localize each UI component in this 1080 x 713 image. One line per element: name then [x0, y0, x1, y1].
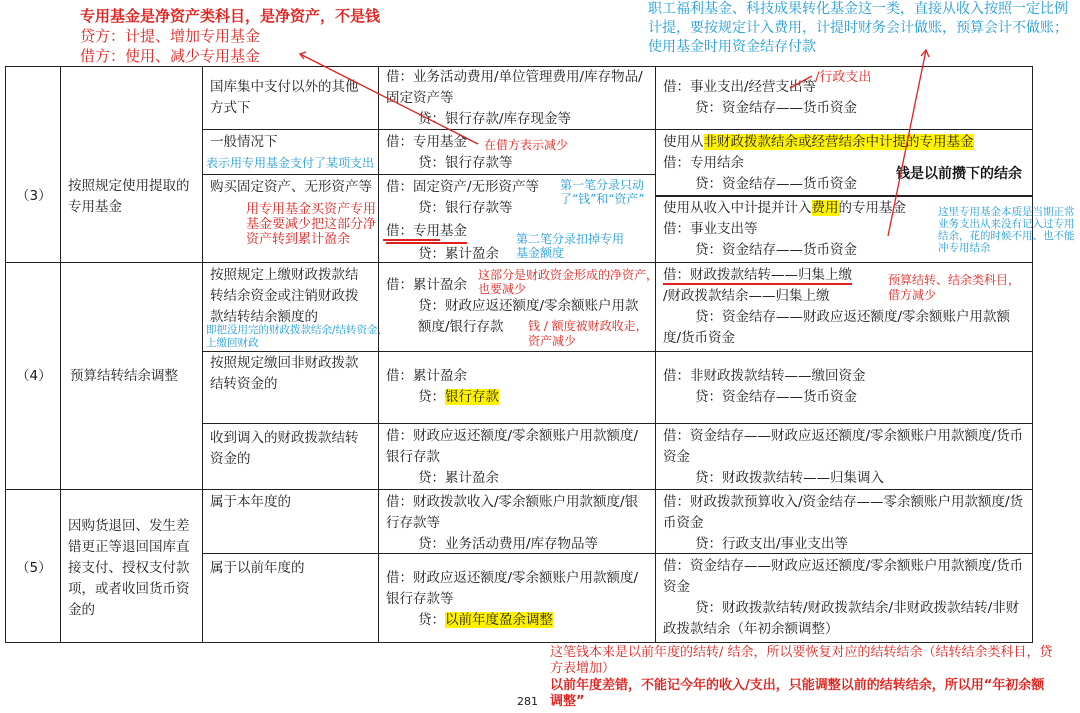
r3-bud2c: 贷：资金结存——货币资金 [695, 242, 857, 258]
r4-bud3 [663, 426, 1028, 489]
r3-bud2b: 借：事业支出等 [663, 221, 758, 237]
r3-fin2d: 贷：累计盈余 [418, 246, 499, 262]
r4-fin3b: 贷：累计盈余 [418, 470, 499, 486]
r3-fin2b: 贷：银行存款等 [418, 200, 513, 216]
ann-money-taken: 钱 / 额度被财政收走，资产减少 [528, 319, 648, 348]
r5-cond2: 属于以前年度的 [210, 560, 305, 576]
r3-bud1c: 贷：资金结存——货币资金 [695, 176, 857, 192]
r4-fin2 [386, 366, 648, 408]
r5-bud1a: 借：财政拨款预算收入/资金结存——零余额账户用款额度/货币资金 [663, 494, 1024, 531]
r3-bud2a-post: 的专用基金 [838, 200, 906, 216]
r4-bud1a: 借：财政拨款结转——归集上缴 [663, 267, 852, 283]
r3-fin2c: 借：专用基金 [386, 221, 467, 244]
note-title: 专用基金是净资产类科目，是净资产，不是钱 [80, 7, 381, 25]
r0-condition: 国库集中支付以外的其他方式下 [210, 79, 359, 116]
r4-bud3a: 借：资金结存——财政应返还额度/零余额账户用款额度/货币资金 [663, 428, 1024, 465]
r4-bud1c: 贷：资金结存——财政应返还额度/零余额账户用款额度/货币资金 [663, 309, 1011, 346]
ann-debit-reduce: 在借方表示减少 [484, 138, 569, 152]
r3-bud2a-pre: 使用从收入中计提并计入 [663, 200, 812, 216]
ann-first-entry: 第一笔分录只动了“钱”和“资产” [560, 178, 645, 206]
ann-unused-fund: 即把没用完的财政拨款结余/结转资金，上缴回财政 [206, 324, 389, 349]
r5-bud1b: 贷：行政支出/事业支出等 [695, 536, 849, 552]
r4-bud2 [663, 366, 1028, 408]
bottom-note-2: 以前年度差错，不能记今年的收入/支出，只能调整以前的结转结余，所以用“年初余额调整” [550, 678, 1045, 709]
r5-fin1 [386, 492, 648, 555]
r4-bud2b: 贷：资金结存——货币资金 [695, 389, 857, 405]
r5-fin2b-prefix: 贷： [418, 612, 445, 628]
r4-fin1b: 贷：财政应返还额度/零余额账户用款额度/银行存款 [418, 298, 639, 335]
r5-bud2b: 贷：财政拨款结转/财政拨款结余/非财政拨款结转/非财政拨款结余（年初余额调整） [663, 600, 1020, 637]
r5-number: （5） [16, 560, 52, 576]
r0-bud2: 贷：资金结存——货币资金 [695, 100, 857, 116]
r0-fin1: 借：业务活动费用/单位管理费用/库存物品/固定资产等 [386, 69, 643, 106]
r5-fin1b: 贷：业务活动费用/库存物品等 [418, 536, 599, 552]
r4-bud2a: 借：非财政拨款结转——缴回资金 [663, 368, 866, 384]
r0-fin2: 贷：银行存款/库存现金等 [418, 111, 572, 127]
r4-fin2a: 借：累计盈余 [386, 368, 467, 384]
ann-buy-asset: 用专用基金买资产专用基金要减少把这部分净资产转到累计盈余 [246, 202, 377, 247]
r4-number: （4） [16, 368, 52, 384]
r5-fin2a: 借：财政应返还额度/零余额账户用款额度/银行存款等 [386, 570, 639, 607]
r4-cond2: 按照规定缴回非财政拨款结转资金的 [210, 355, 359, 392]
r3-bud1a-hl: 非财政拨款结余或经营结余中计提的专用基金 [703, 134, 974, 150]
note-credit: 贷方：计提、增加专用基金 [80, 27, 261, 45]
r5-fin1a: 借：财政拨款收入/零余额账户用款额度/银行存款等 [386, 494, 639, 531]
ann-money-left: 钱是以前攒下的结余 [896, 166, 1022, 182]
ann-admin: /行政支出 [815, 70, 872, 85]
r4-cond3: 收到调入的财政拨款结转资金的 [210, 430, 359, 467]
r3-cond2: 购买固定资产、无形资产等 [210, 179, 372, 195]
r3-bud1a-pre: 使用从 [663, 134, 704, 150]
r3-item: 按照规定使用提取的专用基金 [68, 178, 190, 215]
r0-financial [386, 67, 651, 130]
bottom-note-1: 这笔钱本来是以前年度的结转/ 结余，所以要恢复对应的结转结余（结转结余类科目，贷方表增加） [550, 645, 1053, 676]
r5-fin2b: 以前年度盈余调整 [445, 612, 553, 628]
top-left-note [80, 6, 520, 66]
r3-bud2a-hl: 费用 [811, 200, 839, 216]
r4-fin3 [386, 426, 648, 489]
ann-used-fund: 表示用专用基金支付了某项支出 [206, 156, 375, 170]
r4-fin3a: 借：财政应返还额度/零余额账户用款额度/银行存款 [386, 428, 639, 465]
top-right-note: 职工福利基金、科技成果转化基金这一类，直接从收入按照一定比例计提，要按规定计入费用，计提时财务会计做账，预算会计不做账；使用基金时用资金结存付款 [648, 1, 1068, 55]
page-number: 281 [517, 695, 538, 708]
r3-cond1: 一般情况下 [210, 134, 278, 150]
r3-fin1a: 借：专用基金 [386, 134, 467, 150]
r5-bud2a: 借：资金结存——财政应返还额度/零余额账户用款额度/货币资金 [663, 558, 1024, 595]
r5-item: 因购货退回、发生差错更正等退回国库直接支付、授权支付款项，或者收回货币资金的 [68, 518, 190, 618]
r3-fin2a: 借：固定资产/无形资产等 [386, 179, 540, 195]
r4-bud3b: 贷：财政拨款结转——归集调入 [695, 470, 884, 486]
ann-net-asset-reduce: 这部分是财政资金形成的净资产，也要减少 [478, 268, 659, 296]
r5-cond1: 属于本年度的 [210, 494, 291, 510]
r5-fin2 [386, 568, 648, 631]
note-debit: 借方：使用、减少专用基金 [80, 47, 261, 65]
bottom-notes [550, 645, 1055, 710]
r3-number: （3） [16, 188, 52, 204]
r4-item: 预算结转结余调整 [70, 368, 178, 384]
r3-fin1b: 贷：银行存款等 [418, 155, 513, 171]
r4-fin2b: 银行存款 [445, 389, 499, 405]
r4-fin1a: 借：累计盈余 [386, 277, 467, 293]
r4-bud1b: /财政拨款结余——归集上缴 [663, 288, 830, 304]
r5-bud2 [663, 556, 1028, 640]
ann-budget-balance: 预算结转、结余类科目，借方减少 [888, 273, 1021, 302]
r3-bud1b: 借：专用结余 [663, 155, 744, 171]
r4-fin2b-prefix: 贷： [418, 389, 445, 405]
ann-second-entry: 第二笔分录扣掉专用基金额度 [516, 232, 625, 260]
r0-bud1: 借：事业支出/经营支出等 [663, 79, 817, 95]
r5-bud1 [663, 492, 1028, 555]
r4-cond1: 按照规定上缴财政拨款结转结余资金或注销财政拨款结转结余额度的 [210, 267, 359, 325]
ann-fund-essence: 这里专用基金本质是当期正常业务支出从来没有记入过专用结余，花的时候不用、也不能冲专用结余 [938, 206, 1075, 254]
